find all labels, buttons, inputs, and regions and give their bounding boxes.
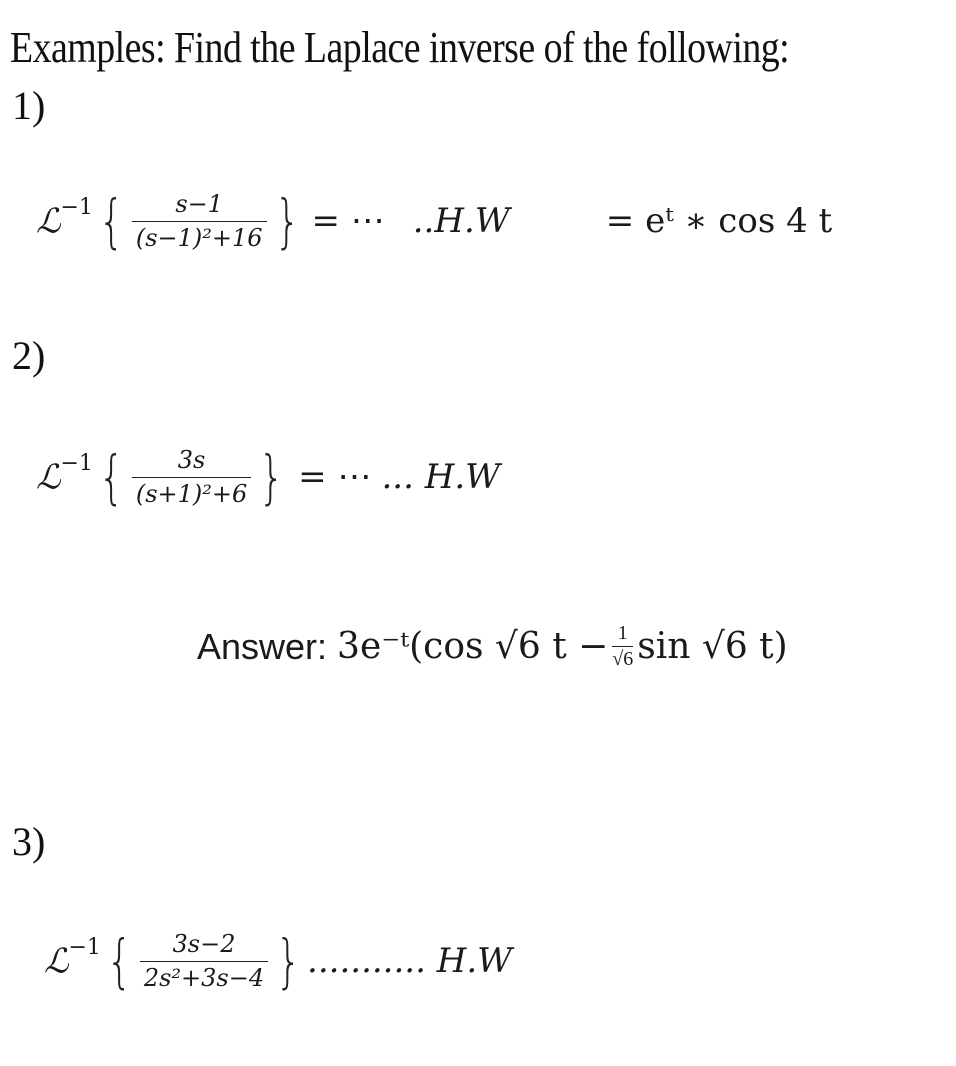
fraction-numerator: 3s−2	[172, 930, 236, 958]
example-2-answer	[197, 622, 788, 671]
homework-label: ........... H.W	[307, 941, 513, 981]
fraction-denominator: (s+1)²+6	[132, 477, 251, 508]
example-1-equation	[36, 187, 833, 255]
answer-fraction-denominator: √6	[612, 648, 634, 670]
answer-expression-b: sin √6 t)	[637, 626, 788, 667]
laplace-operator: ℒ$^{-1}$	[36, 450, 93, 498]
answer-expression-a: 3e⁻ᵗ(cos √6 t −	[337, 626, 609, 667]
example-1-fraction	[132, 190, 267, 252]
example-3-number: 3)	[12, 819, 46, 864]
answer-fraction-numerator: 1	[617, 622, 628, 644]
example-3-fraction	[140, 930, 268, 992]
right-brace: }	[275, 927, 302, 995]
example-2-equation	[36, 443, 501, 511]
page-heading: Examples: Find the Laplace inverse of the following:	[10, 23, 790, 72]
laplace-operator: ℒ$^{-1}$	[36, 194, 93, 242]
laplace-operator: ℒ$^{-1}$	[44, 934, 101, 982]
fraction-denominator: 2s²+3s−4	[140, 961, 268, 992]
example-2-number: 2)	[12, 333, 46, 378]
answer-label: Answer:	[197, 625, 328, 667]
example-1-number: 1)	[12, 83, 46, 128]
fraction-numerator: s−1	[175, 190, 224, 218]
fraction-numerator: 3s	[177, 446, 206, 474]
answer-fraction	[612, 622, 633, 671]
example-2-fraction	[132, 446, 251, 508]
homework-label: ..H.W	[412, 201, 510, 241]
left-brace: {	[98, 443, 125, 511]
left-brace: {	[106, 927, 133, 995]
example-1-result: = eᵗ ∗ cos 4 t	[605, 201, 833, 241]
left-brace: {	[98, 187, 125, 255]
equals-ellipsis: = ⋯	[311, 201, 385, 241]
equals-ellipsis: = ⋯	[298, 457, 372, 497]
right-brace: }	[258, 443, 285, 511]
right-brace: }	[274, 187, 300, 255]
homework-label: ... H.W	[381, 457, 501, 497]
fraction-denominator: (s−1)²+16	[132, 221, 267, 252]
example-3-equation	[44, 927, 513, 995]
